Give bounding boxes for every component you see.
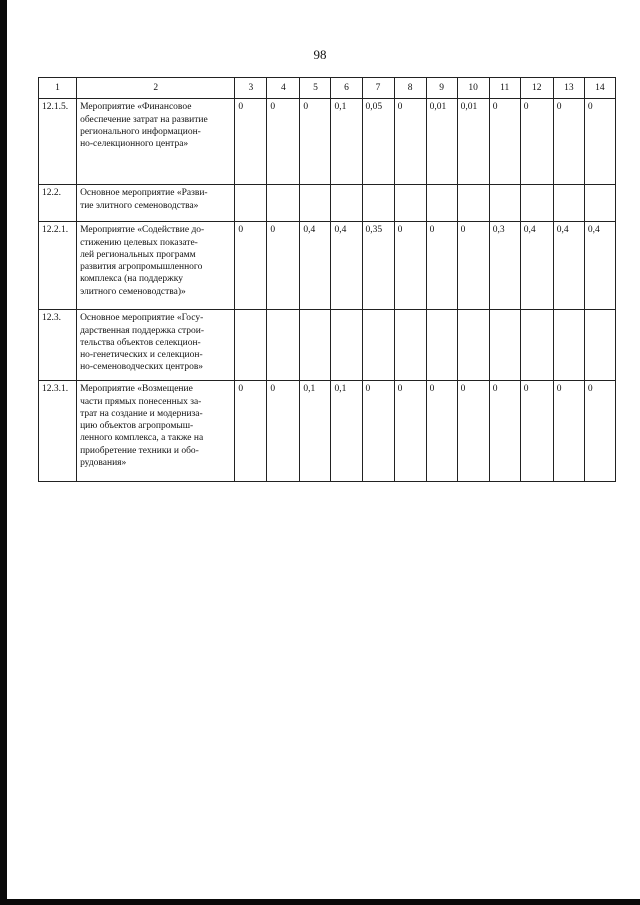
description-line: Мероприятие «Возмещение bbox=[80, 384, 193, 395]
description-line: обеспечение затрат на развитие bbox=[80, 114, 208, 125]
table-row bbox=[39, 185, 616, 222]
value-cell bbox=[300, 310, 331, 381]
column-header: 10 bbox=[457, 78, 489, 99]
value-cell: 0 bbox=[235, 99, 267, 185]
row-code: 12.3. bbox=[39, 310, 77, 381]
description-line: приобретение техники и обо- bbox=[80, 445, 199, 456]
value-cell: 0 bbox=[520, 381, 553, 482]
value-cell: 0 bbox=[584, 99, 615, 185]
row-description bbox=[77, 310, 235, 381]
value-cell: 0 bbox=[267, 99, 300, 185]
value-cell bbox=[426, 310, 457, 381]
value-cell bbox=[394, 310, 426, 381]
value-cell: 0,4 bbox=[584, 222, 615, 310]
column-header: 6 bbox=[331, 78, 362, 99]
value-cell: 0,05 bbox=[362, 99, 394, 185]
value-cell: 0,4 bbox=[331, 222, 362, 310]
table-row bbox=[39, 222, 616, 310]
value-cell bbox=[267, 310, 300, 381]
description-line: развития агропромышленного bbox=[80, 262, 203, 273]
value-cell bbox=[331, 310, 362, 381]
value-cell: 0,1 bbox=[331, 99, 362, 185]
value-cell: 0,1 bbox=[300, 381, 331, 482]
value-cell: 0 bbox=[457, 222, 489, 310]
value-cell bbox=[520, 310, 553, 381]
value-cell: 0,35 bbox=[362, 222, 394, 310]
description-line: стижению целевых показате- bbox=[80, 237, 198, 248]
scan-border-bottom bbox=[0, 899, 640, 905]
description-line: части прямых понесенных за- bbox=[80, 396, 202, 407]
description-line: комплекса (на поддержку bbox=[80, 274, 183, 285]
description-line: тельства объектов селекцион- bbox=[80, 337, 201, 348]
column-header: 9 bbox=[426, 78, 457, 99]
value-cell bbox=[584, 310, 615, 381]
column-header: 14 bbox=[584, 78, 615, 99]
value-cell bbox=[489, 310, 520, 381]
value-cell: 0 bbox=[267, 222, 300, 310]
description-line: но-селекционного центра» bbox=[80, 139, 189, 150]
value-cell: 0 bbox=[394, 222, 426, 310]
value-cell: 0 bbox=[267, 381, 300, 482]
table-row bbox=[39, 99, 616, 185]
program-measures-table bbox=[38, 77, 616, 482]
description-line: Основное мероприятие «Госу- bbox=[80, 313, 204, 324]
table-row bbox=[39, 381, 616, 482]
header-row bbox=[39, 78, 616, 99]
value-cell: 0 bbox=[394, 99, 426, 185]
description-line: цию объектов агропромыш- bbox=[80, 421, 194, 432]
value-cell bbox=[331, 185, 362, 222]
value-cell: 0 bbox=[426, 222, 457, 310]
description-line: дарственная поддержка строи- bbox=[80, 325, 205, 336]
description-line: рудования» bbox=[80, 458, 127, 469]
description-line: регионального информацион- bbox=[80, 126, 201, 137]
value-cell bbox=[584, 185, 615, 222]
row-code: 12.2.1. bbox=[39, 222, 77, 310]
value-cell: 0 bbox=[553, 381, 584, 482]
value-cell bbox=[553, 185, 584, 222]
value-cell: 0,01 bbox=[457, 99, 489, 185]
value-cell bbox=[235, 310, 267, 381]
value-cell: 0 bbox=[553, 99, 584, 185]
table-row bbox=[39, 310, 616, 381]
description-line: ленного комплекса, а также на bbox=[80, 433, 204, 444]
value-cell: 0,01 bbox=[426, 99, 457, 185]
value-cell bbox=[362, 185, 394, 222]
description-line: Основное мероприятие «Разви- bbox=[80, 188, 208, 199]
column-header: 11 bbox=[489, 78, 520, 99]
value-cell bbox=[362, 310, 394, 381]
value-cell: 0 bbox=[489, 99, 520, 185]
value-cell: 0,4 bbox=[300, 222, 331, 310]
value-cell bbox=[457, 185, 489, 222]
value-cell: 0,4 bbox=[520, 222, 553, 310]
column-header: 12 bbox=[520, 78, 553, 99]
row-description bbox=[77, 99, 235, 185]
value-cell bbox=[426, 185, 457, 222]
column-header: 5 bbox=[300, 78, 331, 99]
column-header: 8 bbox=[394, 78, 426, 99]
value-cell: 0 bbox=[394, 381, 426, 482]
value-cell: 0,3 bbox=[489, 222, 520, 310]
description-line: но-генетических и селекцион- bbox=[80, 350, 203, 361]
description-line: трат на создание и модерниза- bbox=[80, 408, 203, 419]
description-line: Мероприятие «Финансовое bbox=[80, 102, 192, 113]
value-cell: 0 bbox=[300, 99, 331, 185]
value-cell bbox=[267, 185, 300, 222]
value-cell bbox=[300, 185, 331, 222]
description-line: тие элитного семеноводства» bbox=[80, 200, 199, 211]
value-cell: 0 bbox=[584, 381, 615, 482]
value-cell: 0,1 bbox=[331, 381, 362, 482]
description-line: Мероприятие «Содействие до- bbox=[80, 225, 205, 236]
row-code: 12.3.1. bbox=[39, 381, 77, 482]
row-description bbox=[77, 185, 235, 222]
column-header: 3 bbox=[235, 78, 267, 99]
description-line: лей региональных программ bbox=[80, 249, 196, 260]
row-code: 12.1.5. bbox=[39, 99, 77, 185]
value-cell: 0 bbox=[489, 381, 520, 482]
column-header: 4 bbox=[267, 78, 300, 99]
value-cell: 0 bbox=[426, 381, 457, 482]
description-line: но-семеноводческих центров» bbox=[80, 362, 204, 373]
value-cell: 0,4 bbox=[553, 222, 584, 310]
value-cell: 0 bbox=[457, 381, 489, 482]
value-cell: 0 bbox=[362, 381, 394, 482]
page-number: 98 bbox=[313, 47, 327, 62]
description-line: элитного семеноводства)» bbox=[80, 286, 186, 297]
column-header: 13 bbox=[553, 78, 584, 99]
row-description bbox=[77, 222, 235, 310]
value-cell: 0 bbox=[235, 381, 267, 482]
value-cell bbox=[520, 185, 553, 222]
value-cell bbox=[489, 185, 520, 222]
value-cell bbox=[457, 310, 489, 381]
column-header: 1 bbox=[39, 78, 77, 99]
scan-border-left bbox=[0, 0, 7, 905]
column-header: 7 bbox=[362, 78, 394, 99]
value-cell bbox=[235, 185, 267, 222]
row-code: 12.2. bbox=[39, 185, 77, 222]
value-cell bbox=[553, 310, 584, 381]
column-header: 2 bbox=[77, 78, 235, 99]
value-cell bbox=[394, 185, 426, 222]
value-cell: 0 bbox=[520, 99, 553, 185]
row-description bbox=[77, 381, 235, 482]
value-cell: 0 bbox=[235, 222, 267, 310]
